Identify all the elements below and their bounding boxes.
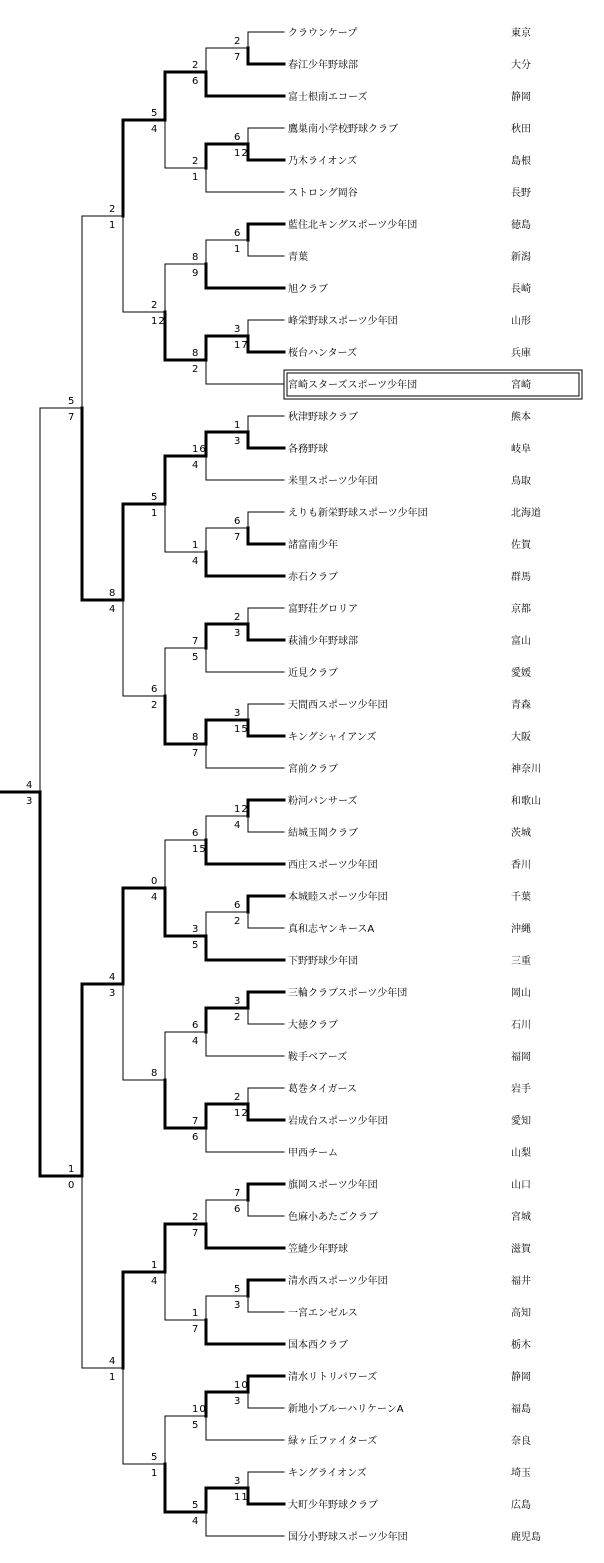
score-bottom: 4: [192, 460, 200, 471]
team-name: クラウンケープ: [288, 28, 358, 39]
team-name: 富野荘グロリア: [288, 604, 358, 615]
team-prefecture: 愛知: [511, 1116, 531, 1127]
team-prefecture: 鳥取: [511, 476, 531, 487]
team-name: 青葉: [288, 252, 308, 263]
score-top: 7: [192, 636, 200, 647]
team-prefecture: 北海道: [511, 508, 541, 519]
score-top: 5: [151, 108, 159, 119]
score-top: 1: [234, 420, 242, 431]
score-bottom: 5: [192, 652, 200, 663]
score-bottom: 12: [151, 316, 166, 327]
score-bottom: 4: [192, 1036, 200, 1047]
score-top: 2: [151, 300, 159, 311]
score-top: 3: [234, 1476, 242, 1487]
team-prefecture: 新潟: [511, 252, 531, 263]
team-prefecture: 栃木: [511, 1340, 531, 1351]
score-bottom: 2: [234, 1012, 242, 1023]
team-prefecture: 京都: [511, 604, 531, 615]
score-top: 2: [192, 1212, 200, 1223]
score-top: 5: [192, 1500, 200, 1511]
score-top: 10: [234, 1380, 249, 1391]
team-prefecture: 熊本: [511, 412, 531, 423]
team-name: 米里スポーツ少年団: [288, 476, 378, 487]
team-prefecture: 香川: [511, 860, 531, 871]
team-name: 粉河パンサーズ: [288, 796, 358, 807]
team-name: 清水リトリパワーズ: [288, 1372, 378, 1383]
team-name: 本城睦スポーツ少年団: [288, 892, 388, 903]
score-bottom: 4: [151, 1276, 159, 1287]
team-prefecture: 長崎: [511, 284, 531, 295]
score-top: 16: [192, 444, 207, 455]
team-prefecture: 広島: [511, 1500, 531, 1511]
team-prefecture: 鹿児島: [511, 1532, 541, 1543]
team-prefecture: 福岡: [511, 1052, 531, 1063]
team-name: 桜台ハンターズ: [288, 348, 358, 359]
score-top: 12: [234, 804, 249, 815]
score-top: 3: [234, 324, 242, 335]
score-top: 6: [192, 1020, 200, 1031]
team-name: 宮崎スターズスポーツ少年団: [288, 380, 418, 391]
score-bottom: 7: [234, 52, 242, 63]
team-name: キングシャイアンズ: [288, 732, 377, 743]
team-prefecture: 岩手: [511, 1084, 531, 1095]
score-bottom: 3: [26, 796, 34, 807]
team-prefecture: 宮城: [511, 1212, 531, 1223]
score-top: 2: [234, 1092, 242, 1103]
score-bottom: 7: [192, 1324, 200, 1335]
score-bottom: 1: [109, 220, 117, 231]
score-top: 6: [151, 684, 159, 695]
team-name: 各務野球: [288, 444, 328, 455]
team-prefecture: 大分: [511, 60, 531, 71]
score-bottom: 1: [151, 1468, 159, 1479]
score-top: 1: [192, 540, 200, 551]
team-name: 旭クラブ: [288, 284, 328, 295]
score-top: 5: [151, 1452, 159, 1463]
score-top: 5: [234, 1284, 242, 1295]
team-prefecture: 静岡: [511, 1372, 531, 1383]
team-prefecture: 山梨: [511, 1148, 531, 1159]
team-name: 下野野球少年団: [288, 956, 358, 967]
team-prefecture: 群馬: [511, 572, 531, 583]
team-name: 藍住北キングスポーツ少年団: [288, 220, 418, 231]
score-top: 3: [234, 996, 242, 1007]
score-top: 8: [151, 1068, 159, 1079]
score-bottom: 3: [109, 988, 117, 999]
score-bottom: 1: [109, 1372, 117, 1383]
score-top: 1: [68, 1164, 76, 1175]
score-bottom: 7: [68, 412, 76, 423]
team-prefecture: 秋田: [511, 124, 531, 135]
team-prefecture: 福井: [511, 1276, 531, 1287]
team-prefecture: 滋賀: [511, 1244, 531, 1255]
score-bottom: 7: [234, 532, 242, 543]
team-name: 富士根南エコーズ: [288, 92, 368, 103]
team-prefecture: 愛媛: [511, 668, 531, 679]
score-bottom: 11: [234, 1492, 249, 1503]
team-prefecture: 沖縄: [511, 924, 531, 935]
score-top: 6: [234, 516, 242, 527]
score-bottom: 12: [234, 148, 249, 159]
score-bottom: 1: [192, 172, 200, 183]
score-top: 4: [109, 972, 117, 983]
score-bottom: 3: [234, 628, 242, 639]
score-top: 6: [234, 228, 242, 239]
team-name: 国分小野球スポーツ少年団: [288, 1532, 408, 1543]
team-prefecture: 奈良: [511, 1436, 531, 1447]
score-top: 6: [234, 900, 242, 911]
score-bottom: 2: [192, 364, 200, 375]
team-prefecture: 兵庫: [511, 348, 531, 359]
team-name: 一宮エンゼルス: [288, 1308, 358, 1319]
team-prefecture: 島根: [511, 156, 531, 167]
score-bottom: 4: [151, 892, 159, 903]
team-prefecture: 長野: [511, 188, 531, 199]
score-bottom: 12: [234, 1108, 249, 1119]
score-bottom: 7: [192, 748, 200, 759]
score-bottom: 3: [234, 1396, 242, 1407]
score-top: 1: [192, 1308, 200, 1319]
score-top: 2: [192, 156, 200, 167]
team-name: 西庄スポーツ少年団: [288, 860, 378, 871]
score-top: 3: [234, 708, 242, 719]
team-name: 鞍手ベアーズ: [288, 1052, 348, 1063]
score-bottom: 17: [234, 340, 249, 351]
team-name: えりも新栄野球スポーツ少年団: [288, 508, 428, 519]
score-bottom: 6: [192, 76, 200, 87]
score-bottom: 2: [234, 916, 242, 927]
team-prefecture: 和歌山: [511, 796, 541, 807]
score-bottom: 3: [234, 1300, 242, 1311]
score-top: 8: [109, 588, 117, 599]
team-prefecture: 神奈川: [511, 764, 541, 775]
score-bottom: 0: [68, 1180, 76, 1191]
score-top: 8: [192, 348, 200, 359]
team-name: 笠縫少年野球: [288, 1244, 348, 1255]
team-name: 新地小ブルーハリケーンA: [288, 1404, 404, 1415]
score-bottom: 1: [234, 244, 242, 255]
team-prefecture: 高知: [511, 1308, 531, 1319]
score-bottom: 2: [151, 700, 159, 711]
score-bottom: 1: [151, 508, 159, 519]
team-prefecture: 埼玉: [511, 1468, 531, 1479]
score-bottom: 9: [192, 268, 200, 279]
team-prefecture: 茨城: [511, 828, 531, 839]
team-prefecture: 岐阜: [511, 444, 531, 455]
team-prefecture: 富山: [511, 636, 531, 647]
score-top: 2: [109, 204, 117, 215]
team-prefecture: 佐賀: [511, 540, 531, 551]
score-top: 5: [68, 396, 76, 407]
team-name: 鷹巣南小学校野球クラブ: [288, 124, 398, 135]
score-top: 8: [192, 732, 200, 743]
team-name: 春江少年野球部: [288, 60, 358, 71]
score-top: 4: [26, 780, 34, 791]
team-name: 大徳クラブ: [288, 1020, 338, 1031]
score-bottom: 6: [192, 1132, 200, 1143]
team-prefecture: 東京: [511, 28, 531, 39]
team-name: 宮前クラブ: [288, 764, 338, 775]
team-name: 乃木ライオンズ: [288, 156, 358, 167]
team-name: 甲西チーム: [288, 1148, 338, 1159]
team-prefecture: 山口: [511, 1180, 531, 1191]
team-name: 葛巻タイガース: [288, 1084, 357, 1095]
team-prefecture: 石川: [511, 1020, 531, 1031]
team-name: 岩成台スポーツ少年団: [288, 1116, 388, 1127]
score-top: 0: [151, 876, 159, 887]
team-prefecture: 福島: [511, 1404, 531, 1415]
score-top: 2: [234, 36, 242, 47]
score-bottom: 6: [234, 1204, 242, 1215]
team-prefecture: 青森: [511, 700, 531, 711]
team-prefecture: 徳島: [511, 220, 531, 231]
team-name: 諸富南少年: [288, 540, 338, 551]
team-name: 秋津野球クラブ: [288, 412, 358, 423]
score-bottom: 7: [192, 1228, 200, 1239]
score-top: 1: [151, 1260, 159, 1271]
team-prefecture: 大阪: [511, 732, 531, 743]
score-bottom: 4: [151, 124, 159, 135]
score-bottom: 15: [234, 724, 249, 735]
score-top: 5: [151, 492, 159, 503]
team-name: 国本西クラブ: [288, 1340, 348, 1351]
team-prefecture: 宮崎: [511, 380, 531, 391]
score-top: 2: [234, 612, 242, 623]
team-name: ストロング岡谷: [288, 188, 358, 199]
score-bottom: 15: [192, 844, 207, 855]
score-bottom: 4: [192, 556, 200, 567]
score-top: 6: [192, 828, 200, 839]
team-name: 天間西スポーツ少年団: [288, 700, 388, 711]
team-name: 真和志ヤンキースA: [288, 924, 375, 935]
team-name: 結城玉岡クラブ: [288, 828, 358, 839]
score-bottom: 5: [192, 940, 200, 951]
team-name: 大町少年野球クラブ: [288, 1500, 378, 1511]
team-prefecture: 岡山: [511, 988, 531, 999]
score-top: 6: [234, 132, 242, 143]
score-top: 7: [192, 1116, 200, 1127]
score-top: 3: [192, 924, 200, 935]
team-name: 旗岡スポーツ少年団: [288, 1180, 378, 1191]
team-name: 色麻小あたごクラブ: [288, 1212, 378, 1223]
team-prefecture: 千葉: [511, 892, 531, 903]
score-top: 4: [109, 1356, 117, 1367]
score-top: 10: [192, 1404, 207, 1415]
team-name: 萩浦少年野球部: [288, 636, 358, 647]
team-prefecture: 三重: [511, 956, 531, 967]
team-name: 赤石クラブ: [288, 572, 338, 583]
team-name: 清水西スポーツ少年団: [288, 1276, 388, 1287]
score-bottom: 3: [234, 436, 242, 447]
team-name: 峰栄野球スポーツ少年団: [288, 316, 398, 327]
team-prefecture: 静岡: [511, 92, 531, 103]
team-name: キングライオンズ: [288, 1468, 367, 1479]
team-name: 三輪クラブスポーツ少年団: [288, 988, 408, 999]
score-bottom: 4: [109, 604, 117, 615]
score-bottom: 5: [192, 1420, 200, 1431]
team-prefecture: 山形: [511, 316, 531, 327]
score-top: 8: [192, 252, 200, 263]
team-name: 緑ヶ丘ファイターズ: [288, 1436, 378, 1447]
score-top: 2: [192, 60, 200, 71]
score-bottom: 4: [234, 820, 242, 831]
score-bottom: 4: [192, 1516, 200, 1527]
score-top: 7: [234, 1188, 242, 1199]
team-name: 近見クラブ: [288, 668, 338, 679]
